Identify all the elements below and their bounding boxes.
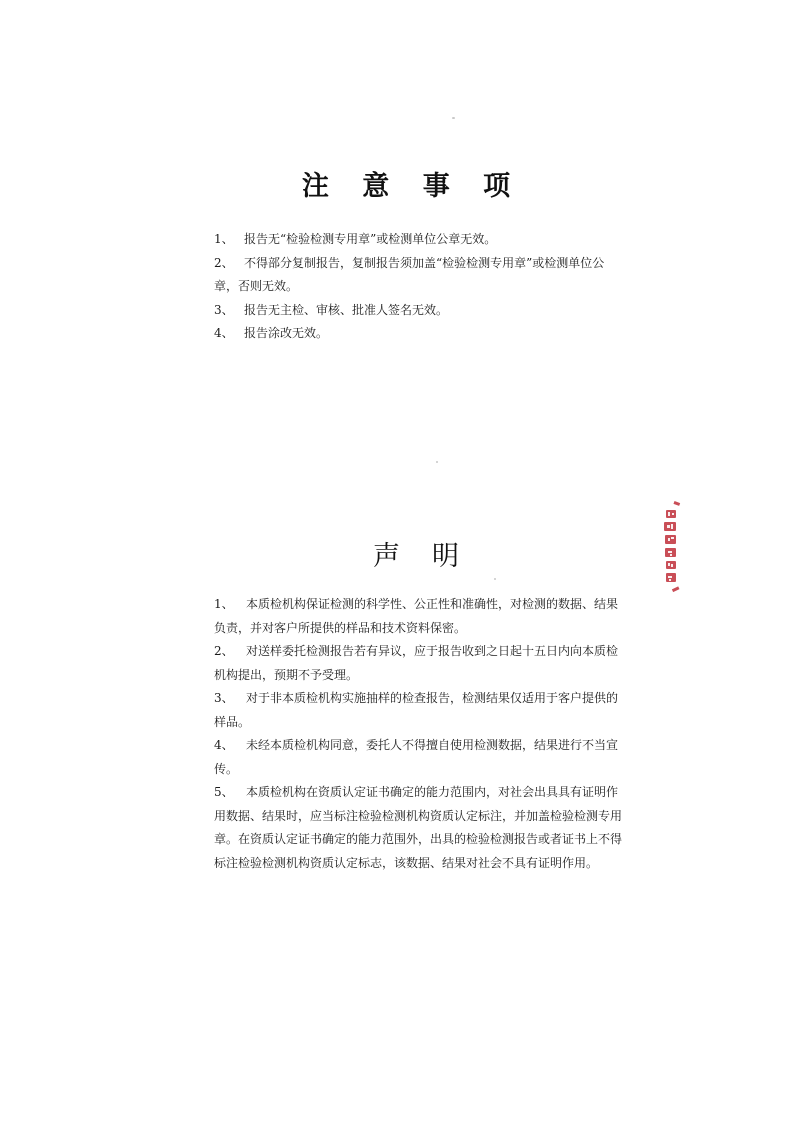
item-text: 报告涂改无效。 <box>244 326 329 340</box>
item-number: 1、 <box>214 597 234 611</box>
notice-title: 注 意 事 项 <box>301 171 523 202</box>
list-item <box>214 687 624 734</box>
item-text: 本质检机构在资质认定证书确定的能力范围内，对社会出具具有证明作用数据、结果时，应当标注检验检测机构资质认定标注，并加盖检验检测专用章。在资质认定证书确定的能力范围外，出具的检验检测报告或者证书上不得标注检验检测机构资质认定标志，该数据、结果对社会不具有证明作用。 <box>214 785 623 870</box>
item-text: 对于非本质检机构实施抽样的检查报告，检测结果仅适用于客户提供的样品。 <box>214 691 619 729</box>
item-number: 3、 <box>214 302 234 317</box>
item-number: 4、 <box>214 326 234 340</box>
item-text: 未经本质检机构同意，委托人不得擅自使用检测数据，结果进行不当宣传。 <box>214 738 619 776</box>
item-number: 2、 <box>214 255 234 270</box>
item-text: 报告无“检验检测专用章”或检测单位公章无效。 <box>244 232 497 246</box>
item-number: 4、 <box>214 738 234 752</box>
item-number: 5、 <box>214 785 234 799</box>
statement-list <box>214 593 624 875</box>
list-item <box>214 593 624 640</box>
item-number: 1、 <box>214 232 234 246</box>
scan-speck <box>436 461 438 463</box>
item-text: 本质检机构保证检测的科学性、公正性和准确性，对检测的数据、结果负责，并对客户所提供的样品和技术资料保密。 <box>214 597 619 635</box>
statement-title: 声明 <box>373 541 491 572</box>
list-item <box>214 734 624 781</box>
list-item <box>214 252 624 299</box>
scan-speck <box>452 117 455 119</box>
item-number: 3、 <box>214 691 234 705</box>
scan-speck <box>494 578 496 580</box>
item-text: 对送样委托检测报告若有异议，应于报告收到之日起十五日内向本质检机构提出，预期不予受理。 <box>214 644 619 682</box>
list-item <box>214 640 624 687</box>
item-number: 2、 <box>214 644 234 658</box>
list-item <box>214 781 624 875</box>
item-text: 不得部分复制报告，复制报告须加盖“检验检测专用章”或检测单位公章，否则无效。 <box>214 255 605 293</box>
list-item <box>214 299 624 323</box>
list-item <box>214 322 624 346</box>
list-item <box>214 228 624 252</box>
item-text: 报告无主检、审核、批准人签名无效。 <box>244 302 449 317</box>
notice-list <box>214 228 624 346</box>
